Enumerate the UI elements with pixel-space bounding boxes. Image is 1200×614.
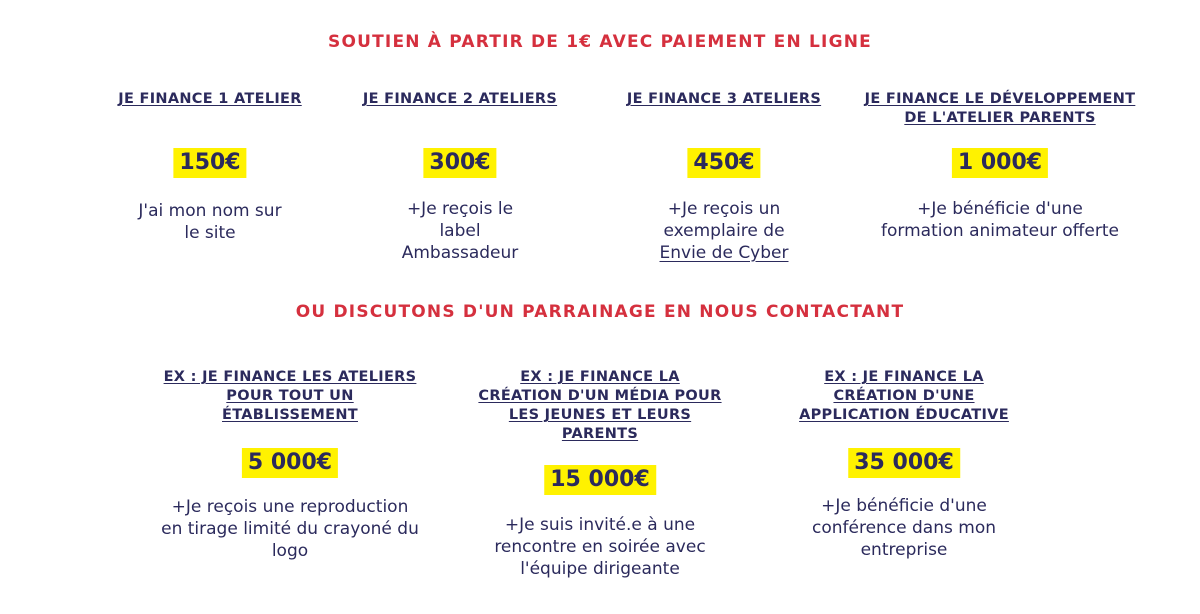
tier-card: [100, 90, 320, 250]
tier-price: 300€: [423, 148, 496, 178]
envie-de-cyber-link[interactable]: Envie de Cyber: [659, 243, 789, 263]
tier-card: [858, 90, 1142, 260]
section-title-sponsorship: OU DISCUTONS D'UN PARRAINAGE EN NOUS CONTACTANT: [295, 302, 905, 322]
tier-price: 150€: [173, 148, 246, 178]
tier-title-link[interactable]: JE FINANCE LE DÉVELOPPEMENT DE L'ATELIER PARENTS: [864, 91, 1136, 126]
tier-perk: J'ai mon nom sur le site: [138, 201, 282, 243]
tier-price: 5 000€: [242, 448, 338, 478]
tier-title-link[interactable]: EX : JE FINANCE LES ATELIERS POUR TOUT UN ÉTABLISSEMENT: [163, 369, 417, 423]
tier-perk: +Je reçois une reproduction en tirage limité du crayoné du logo: [161, 497, 419, 561]
tier-perk: +Je suis invité.e à une rencontre en soirée avec l'équipe dirigeante: [494, 515, 706, 579]
tier-title-link[interactable]: EX : JE FINANCE LA CRÉATION D'UNE APPLICATION ÉDUCATIVE: [799, 369, 1009, 423]
section-title-online: SOUTIEN À PARTIR DE 1€ AVEC PAIEMENT EN LIGNE: [328, 32, 872, 52]
tier-card: [476, 368, 724, 583]
tier-perk: +Je reçois le label Ambassadeur: [401, 199, 519, 263]
tier-price: 15 000€: [544, 465, 656, 495]
tier-title-link[interactable]: JE FINANCE 2 ATELIERS: [362, 91, 558, 107]
tier-perk: +Je bénéficie d'une conférence dans mon entreprise: [811, 496, 996, 560]
tier-card: [156, 368, 424, 568]
tier-price: 1 000€: [952, 148, 1048, 178]
tier-price: 450€: [687, 148, 760, 178]
tier-card: [612, 90, 836, 270]
tier-title-link[interactable]: JE FINANCE 1 ATELIER: [118, 91, 302, 107]
tier-title-link[interactable]: JE FINANCE 3 ATELIERS: [626, 91, 822, 107]
tier-card: [788, 368, 1020, 568]
tier-perk-text: +Je reçois un exemplaire de: [663, 199, 785, 241]
tier-perk: [612, 198, 836, 264]
tier-perk: +Je bénéficie d'une formation animateur offerte: [881, 199, 1119, 241]
tier-price: 35 000€: [848, 448, 960, 478]
tier-card: [348, 90, 572, 263]
tier-title-link[interactable]: EX : JE FINANCE LA CRÉATION D'UN MÉDIA POUR LES JEUNES ET LEURS PARENTS: [478, 369, 722, 442]
